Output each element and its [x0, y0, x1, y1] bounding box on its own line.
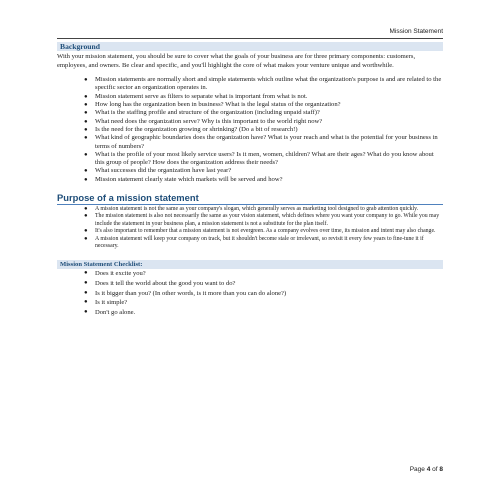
bullet-icon: ●	[84, 235, 88, 242]
bullet-icon: ●	[84, 270, 88, 277]
bullet-icon: ●	[84, 213, 88, 220]
bullet-icon: ●	[84, 93, 88, 100]
list-item	[57, 118, 443, 126]
page-content	[57, 42, 443, 317]
list-item-text: What is the profile of your most likely service users? Is it men, women, children? What are their ages? What do you know about this group of people? How does the organization address their needs?	[95, 150, 434, 167]
background-heading: Background	[57, 42, 443, 51]
background-list	[57, 76, 443, 184]
list-item-text: What need does the organization serve? Why is this important to the world right now?	[95, 117, 323, 125]
bullet-icon: ●	[84, 168, 88, 175]
bullet-icon: ●	[84, 206, 88, 213]
bullet-icon: ●	[84, 135, 88, 142]
list-item-text: Is it simple?	[95, 299, 128, 307]
list-item	[57, 151, 443, 168]
list-item-text: A mission statement will keep your company on track, but it shouldn't become stale or irrelevant, so revisit it every few years to fine-tune it if necessary.	[95, 235, 424, 250]
list-item-text: Mission statement serve as filters to separate what is important from what is not.	[95, 92, 308, 100]
bullet-icon: ●	[84, 110, 88, 117]
checklist-heading: Mission Statement Checklist:	[57, 260, 443, 269]
header-title: Mission Statement	[389, 28, 443, 35]
list-item	[57, 228, 443, 235]
of-label: of	[430, 466, 440, 473]
list-item	[57, 236, 443, 251]
list-item-text: It's also important to remember that a mission statement is not evergreen. As a company evolves over time, its mission and intent may also change.	[95, 228, 436, 235]
bullet-icon: ●	[84, 308, 88, 315]
list-item	[57, 269, 443, 279]
purpose-list	[57, 206, 443, 250]
bullet-icon: ●	[84, 289, 88, 296]
bullet-icon: ●	[84, 151, 88, 158]
list-item-text: Mission statement clearly state which markets will be served and how?	[95, 175, 283, 183]
bullet-icon: ●	[84, 299, 88, 306]
list-item-text: Does it tell the world about the good you want to do?	[95, 280, 236, 288]
list-item-text: Mission statements are normally short and simple statements which outline what the organization's purpose is and are related to the specific sector an organization operates in.	[95, 76, 442, 92]
purpose-heading: Purpose of a mission statement	[57, 192, 199, 204]
list-item	[57, 101, 443, 109]
list-item	[57, 109, 443, 117]
list-item	[57, 176, 443, 184]
bullet-icon: ●	[84, 280, 88, 287]
list-item-text: Is it bigger than you? (In other words, is it more than you can do alone?)	[95, 289, 287, 297]
bullet-icon: ●	[84, 228, 88, 235]
list-item-text: How long has the organization been in business? What is the legal status of the organization?	[95, 101, 341, 109]
list-item-text: Does it excite you?	[95, 270, 146, 278]
bullet-icon: ●	[84, 102, 88, 109]
list-item-text: Don't go alone.	[95, 308, 136, 316]
list-item-text: Is the need for the organization growing or shrinking? (Do a bit of research!)	[95, 125, 298, 133]
bullet-icon: ●	[84, 126, 88, 133]
list-item	[57, 134, 443, 151]
page-number	[410, 466, 443, 473]
list-item-text: What kind of geographic boundaries does the organization have? What is your reach and what is the potential for your business in terms of numbers?	[95, 134, 438, 150]
bullet-icon: ●	[84, 77, 88, 84]
list-item	[57, 126, 443, 134]
bullet-icon: ●	[84, 118, 88, 125]
list-item-text: What successes did the organization have last year?	[95, 167, 232, 175]
list-item	[57, 308, 443, 318]
bullet-icon: ●	[84, 176, 88, 183]
list-item	[57, 279, 443, 289]
current-page: 4	[426, 466, 431, 473]
list-item-text: The mission statement is also not necessarily the same as your vision statement, which defines where you want your company to go. While you may include the statement in your business plan, a mission statement is not a substitute for the plan itself.	[95, 213, 440, 227]
list-item-text: A mission statement is not the same as your company's slogan, which generally serves as marketing tool designed to grab attention quickly.	[95, 206, 419, 213]
list-item	[57, 298, 443, 308]
list-item	[57, 289, 443, 299]
page-label: Page	[409, 466, 427, 473]
list-item	[57, 76, 443, 93]
list-item	[57, 93, 443, 101]
checklist-list	[57, 269, 443, 317]
list-item	[57, 167, 443, 175]
total-pages: 8	[439, 466, 443, 473]
list-item	[57, 213, 443, 228]
purpose-divider	[57, 204, 443, 205]
header-divider	[57, 38, 443, 39]
list-item-text: What is the staffing profile and structure of the organization (including unpaid staff)?	[95, 109, 320, 117]
background-intro: With your mission statement, you should be sure to cover what the goals of your business are for three primary components: customers, employees, and owners. Be clear and specific, and you'll highlight the core of what makes your venture unique and worthwhile.	[57, 53, 416, 69]
